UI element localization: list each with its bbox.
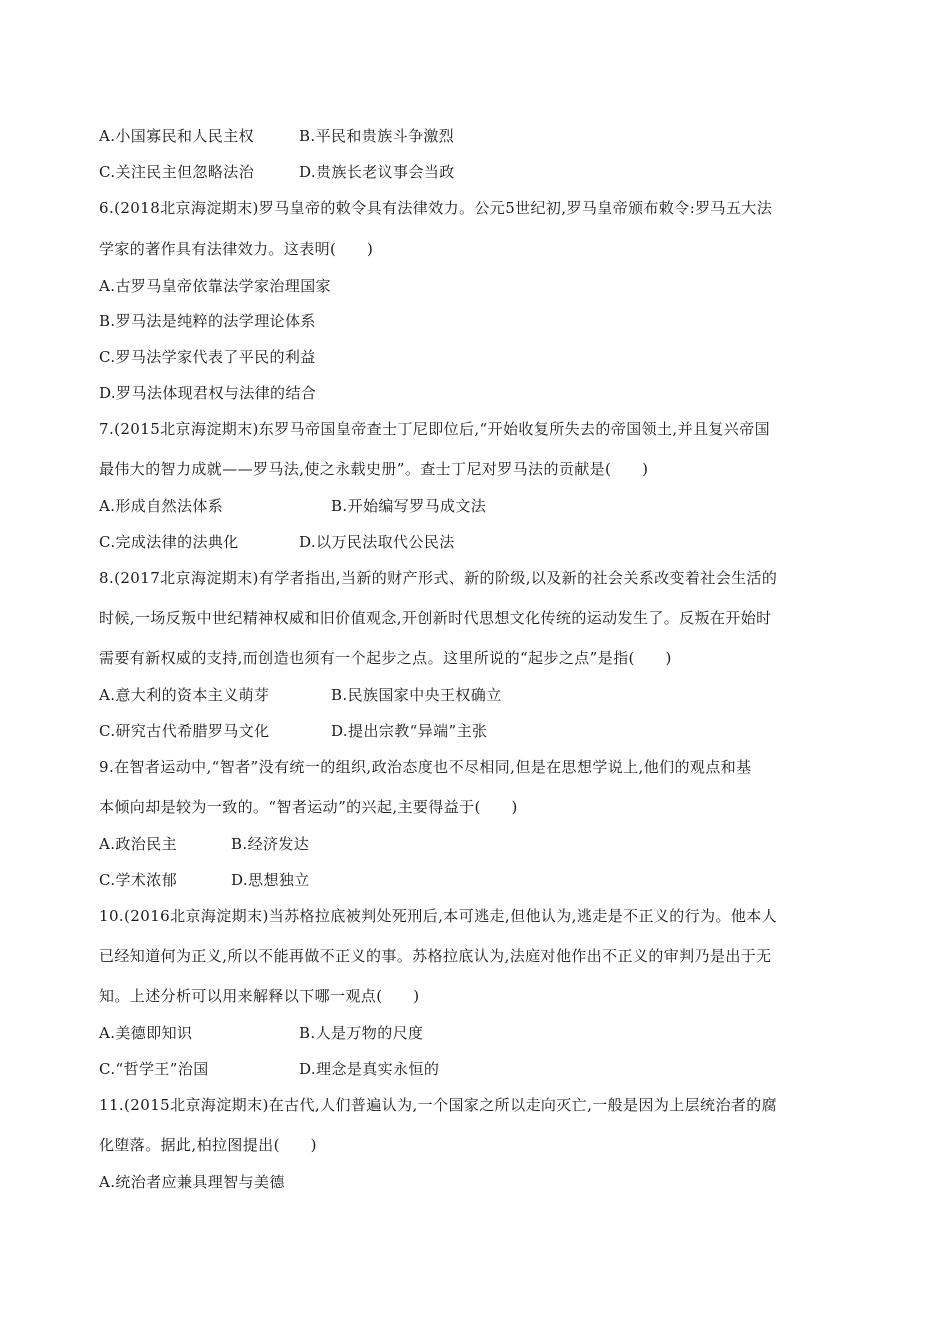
q9-options-row-1 [99, 834, 310, 854]
q7-stem-line-2: 最伟大的智力成就——罗马法,使之永载史册”。查士丁尼对罗马法的贡献是( ) [99, 460, 649, 478]
q5-option-d[interactable]: D.贵族长老议事会当政 [299, 163, 455, 181]
q5-options-row-1 [99, 126, 455, 146]
q5-option-a[interactable]: A.小国寡民和人民主权 [99, 127, 255, 145]
q6-option-d[interactable]: D.罗马法体现君权与法律的结合 [99, 384, 317, 402]
q6-stem-line-1: 6.(2018北京海淀期末)罗马皇帝的敕令具有法律效力。公元5世纪初,罗马皇帝颁布敕令:罗马五大法 [99, 199, 773, 217]
q11-option-a[interactable]: A.统治者应兼具理智与美德 [99, 1173, 285, 1191]
q9-option-b[interactable]: B.经济发达 [231, 835, 310, 853]
q8-stem-line-1: 8.(2017北京海淀期末)有学者指出,当新的财产形式、新的阶级,以及新的社会关系改变着社会生活的 [99, 569, 778, 587]
q10-stem-line-1: 10.(2016北京海淀期末)当苏格拉底被判处死刑后,本可逃走,但他认为,逃走是不正义的行为。他本人 [99, 907, 778, 925]
q7-option-d[interactable]: D.以万民法取代公民法 [299, 533, 455, 551]
q10-option-d[interactable]: D.理念是真实永恒的 [299, 1060, 440, 1078]
q6-stem-line-2: 学家的著作具有法律效力。这表明( ) [99, 240, 374, 258]
q11-stem-line-2: 化堕落。据此,柏拉图提出( ) [99, 1136, 317, 1154]
q6-option-b[interactable]: B.罗马法是纯粹的法学理论体系 [99, 312, 316, 330]
q7-options-row-1 [99, 496, 487, 516]
q6-option-a[interactable]: A.古罗马皇帝依靠法学家治理国家 [99, 277, 332, 295]
q8-option-c[interactable]: C.研究古代希腊罗马文化 [99, 722, 270, 740]
q9-option-d[interactable]: D.思想独立 [231, 871, 310, 889]
q9-option-c[interactable]: C.学术浓郁 [99, 871, 178, 889]
q10-option-b[interactable]: B.人是万物的尺度 [299, 1024, 424, 1042]
q8-stem-line-2: 时候,一场反叛中世纪精神权威和旧价值观念,开创新时代思想文化传统的运动发生了。反叛在开始时 [99, 609, 772, 627]
q9-stem-line-2: 本倾向却是较为一致的。“智者运动”的兴起,主要得益于( ) [99, 798, 518, 816]
q5-option-c[interactable]: C.关注民主但忽略法治 [99, 163, 255, 181]
q10-options-row-2 [99, 1059, 440, 1079]
q8-options-row-1 [99, 685, 502, 705]
q6-option-c[interactable]: C.罗马法学家代表了平民的利益 [99, 348, 316, 366]
q10-option-a[interactable]: A.美德即知识 [99, 1024, 193, 1042]
q8-stem-line-3: 需要有新权威的支持,而创造也须有一个起步之点。这里所说的“起步之点”是指( ) [99, 649, 672, 667]
q8-option-b[interactable]: B.民族国家中央王权确立 [331, 686, 502, 704]
q8-option-d[interactable]: D.提出宗教“异端”主张 [331, 722, 488, 740]
q9-option-a[interactable]: A.政治民主 [99, 835, 178, 853]
q7-option-c[interactable]: C.完成法律的法典化 [99, 533, 239, 551]
q7-stem-line-1: 7.(2015北京海淀期末)东罗马帝国皇帝查士丁尼即位后,“开始收复所失去的帝国领土,并且复兴帝国 [99, 420, 770, 438]
q9-options-row-2 [99, 870, 310, 890]
q10-option-c[interactable]: C.“哲学王”治国 [99, 1060, 209, 1078]
q10-options-row-1 [99, 1023, 424, 1043]
q7-options-row-2 [99, 532, 455, 552]
q9-stem-line-1: 9.在智者运动中,“智者”没有统一的组织,政治态度也不尽相同,但是在思想学说上,他们的观点和基 [99, 758, 752, 776]
q5-option-b[interactable]: B.平民和贵族斗争激烈 [299, 127, 455, 145]
q10-stem-line-2: 已经知道何为正义,所以不能再做不正义的事。苏格拉底认为,法庭对他作出不正义的审判乃是出于无 [99, 947, 772, 965]
q8-option-a[interactable]: A.意大利的资本主义萌芽 [99, 686, 270, 704]
q7-option-b[interactable]: B.开始编写罗马成文法 [331, 497, 487, 515]
q10-stem-line-3: 知。上述分析可以用来解释以下哪一观点( ) [99, 987, 420, 1005]
q7-option-a[interactable]: A.形成自然法体系 [99, 497, 224, 515]
q11-stem-line-1: 11.(2015北京海淀期末)在古代,人们普遍认为,一个国家之所以走向灭亡,一般是因为上层统治者的腐 [99, 1096, 778, 1114]
q8-options-row-2 [99, 721, 488, 741]
q5-options-row-2 [99, 162, 455, 182]
